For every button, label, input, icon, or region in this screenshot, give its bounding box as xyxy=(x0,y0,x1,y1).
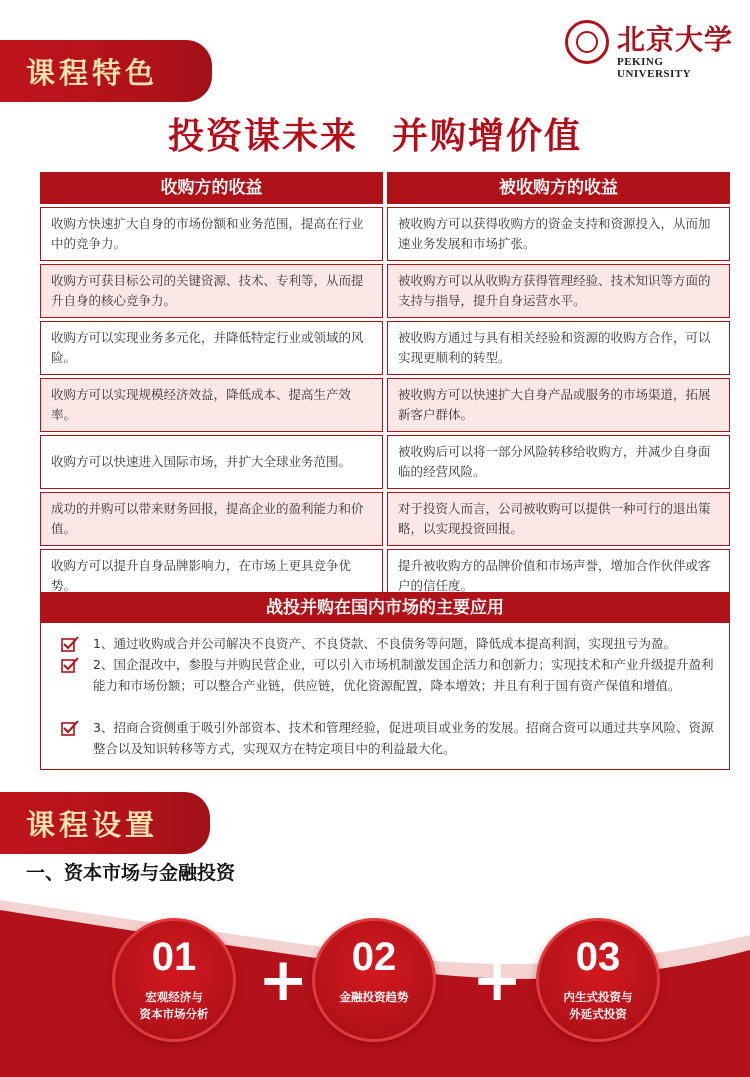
table-row xyxy=(40,207,730,261)
list-item xyxy=(61,633,721,654)
module-label xyxy=(539,989,657,1023)
table-cell: 收购方可获目标公司的关键资源、技术、专利等，从而提升自身的核心竞争力。 xyxy=(40,264,383,318)
table-cell: 被收购方可以从收购方获得管理经验、技术知识等方面的支持与指导，提升自身运营水平。 xyxy=(387,264,730,318)
section-title-curriculum: 课程设置 xyxy=(26,808,159,842)
logo-chinese-name: 北京大学 xyxy=(617,23,734,56)
table-row xyxy=(40,492,730,546)
module-number: 01 xyxy=(151,935,197,979)
university-seal-icon xyxy=(565,20,609,64)
section-title-features: 课程特色 xyxy=(26,56,159,90)
section-banner-features xyxy=(0,40,212,102)
peking-university-logo xyxy=(565,18,735,78)
table-cell: 对于投资人而言，公司被收购可以提供一种可行的退出策略，以实现投资回报。 xyxy=(387,492,730,546)
table-cell: 成功的并购可以带来财务回报，提高企业的盈利能力和价值。 xyxy=(40,492,383,546)
module-label xyxy=(115,989,233,1023)
table-cell: 收购方可以实现规模经济效益，降低成本、提高生产效率。 xyxy=(40,378,383,432)
module-circle-03 xyxy=(536,918,660,1042)
table-cell: 收购方快速扩大自身的市场份额和业务范围，提高在行业中的竞争力。 xyxy=(40,207,383,261)
header-acquirer-benefits: 收购方的收益 xyxy=(40,172,383,204)
application-text: 2、国企混改中，参股与并购民营企业，可以引入市场机制激发国企活力和创新力；实现技术和产业升级提升盈利能力和市场份额；可以整合产业链，供应链，优化资源配置，降本增效；并且有利于国有资产保值和增值。 xyxy=(93,657,714,693)
table-row xyxy=(40,435,730,489)
benefits-table xyxy=(40,172,730,603)
table-cell: 收购方可以快速进入国际市场，并扩大全球业务范围。 xyxy=(40,435,383,489)
module-circle-02 xyxy=(312,918,436,1042)
module-label-line2: 外延式投资 xyxy=(569,1007,627,1021)
module-label-line1: 金融投资趋势 xyxy=(339,990,409,1004)
module-label xyxy=(315,989,433,1006)
module-number: 02 xyxy=(351,935,397,979)
main-title xyxy=(0,108,750,159)
table-row xyxy=(40,378,730,432)
module-circle-01 xyxy=(112,918,236,1042)
main-title-part2: 并购增价值 xyxy=(392,116,583,157)
list-item xyxy=(61,717,721,759)
table-cell: 收购方可以实现业务多元化，并降低特定行业或领域的风险。 xyxy=(40,321,383,375)
header-target-benefits: 被收购方的收益 xyxy=(387,172,730,204)
table-cell: 提升被收购方的品牌价值和市场声誉，增加合作伙伴或客户的信任度。 xyxy=(387,549,730,603)
application-text: 1、通过收购或合并公司解决不良资产、不良贷款、不良债务等问题，降低成本提高利润，实现扭亏为盈。 xyxy=(93,636,676,651)
checkbox-check-icon xyxy=(61,636,79,652)
table-cell: 被收购方通过与具有相关经验和资源的收购方合作，可以实现更顺利的转型。 xyxy=(387,321,730,375)
curriculum-section-heading: 一、资本市场与金融投资 xyxy=(26,862,236,884)
main-title-part1: 投资谋未来 xyxy=(167,116,358,157)
table-cell: 被收购后可以将一部分风险转移给收购方，并减少自身面临的经营风险。 xyxy=(387,435,730,489)
module-label-line1: 宏观经济与 xyxy=(145,990,203,1004)
module-label-line1: 内生式投资与 xyxy=(563,990,633,1004)
table-cell: 被收购方可以获得收购方的资金支持和资源投入，从而加速业务发展和市场扩张。 xyxy=(387,207,730,261)
plus-icon: + xyxy=(258,945,309,1015)
plus-icon: + xyxy=(472,945,523,1015)
applications-box xyxy=(40,592,730,770)
table-header xyxy=(40,172,730,204)
table-cell: 收购方可以提升自身品牌影响力，在市场上更具竞争优势。 xyxy=(40,549,383,603)
table-row xyxy=(40,264,730,318)
logo-english-name: PEKING UNIVERSITY xyxy=(617,56,692,80)
applications-title: 战投并购在国内市场的主要应用 xyxy=(41,593,729,623)
module-number: 03 xyxy=(575,935,621,979)
list-item xyxy=(61,654,721,696)
checkbox-check-icon xyxy=(61,720,79,736)
table-cell: 被收购方可以快速扩大自身产品或服务的市场渠道，拓展新客户群体。 xyxy=(387,378,730,432)
module-label-line2: 资本市场分析 xyxy=(139,1007,209,1021)
application-text: 3、招商合资侧重于吸引外部资本、技术和管理经验，促进项目或业务的发展。招商合资可以通过共享风险、资源整合以及知识转移等方式，实现双方在特定项目中的利益最大化。 xyxy=(93,720,714,756)
section-banner-curriculum xyxy=(0,792,210,854)
table-row xyxy=(40,321,730,375)
checkbox-check-icon xyxy=(61,657,79,673)
